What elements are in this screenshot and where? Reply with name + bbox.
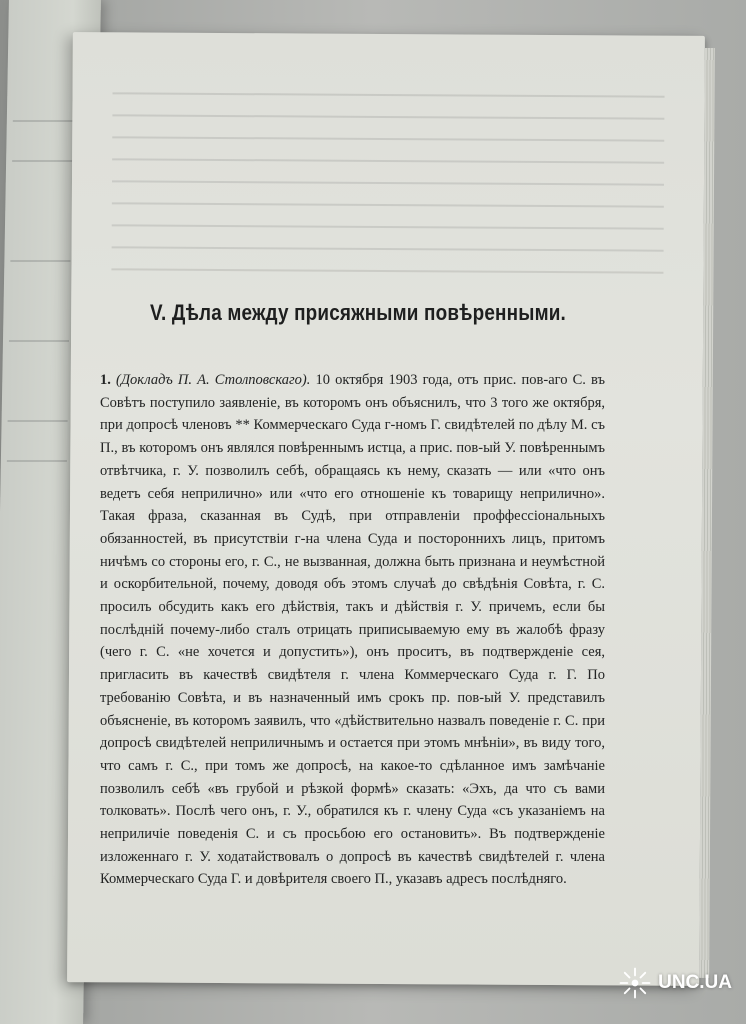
watermark-text: UNC.UA: [658, 972, 732, 993]
watermark: [618, 966, 732, 1000]
show-through-text: [71, 92, 704, 326]
paragraph-body: [100, 369, 605, 891]
paragraph-number: 1.: [100, 372, 111, 388]
page-stack-edge: [699, 48, 715, 978]
report-reference: (Докладъ П. А. Столповскаго).: [116, 372, 311, 388]
section-heading: V. Дѣла между присяжными повѣренными.: [150, 300, 566, 325]
sunburst-logo-icon: [618, 966, 652, 1000]
paragraph-text: 10 октября 1903 года, отъ прис. пов-аго С. въ Совѣтъ поступило заявленіе, въ которомъ онъ объяснилъ, что 3 того же октября, при допросѣ членовъ ** Коммерческаго Суда г-номъ Г. свидѣтелей по дѣлу М. съ П., въ которомъ онъ являлся повѣреннымъ истца, а прис. пов-ый У. повѣреннымъ отвѣтчика, г. У. позволилъ себѣ, обращаясь къ нему, сказать — или «что онъ ведетъ себя неприлично» или «что его отношеніе къ товарищу неприлично». Такая фраза, сказанная въ Судѣ, при отправленіи проффессіональныхъ обязанностей, въ присутствіи г-на члена Суда и постороннихъ лицъ, притомъ ничѣмъ со стороны его, г. С., не вызванная, должна быть признана и неумѣстной и оскорбительной, почему, доводя объ этомъ случаѣ до свѣдѣнія Совѣта, г. С. просилъ обсудить какъ его дѣйствія, такъ и дѣйствія г. У. причемъ, если бы послѣдній почему-либо сталъ отрицать приписываемую ему въ жалобѣ фразу (чего г. С. «не хочется и допустить»), онъ проситъ, въ подтвержденіе сея, пригласить въ качествѣ свидѣтеля г. члена Коммерческаго Суда г. Г. По требованію Совѣта, и въ назначенный имъ срокъ пр. пов-ый У. представилъ объясненіе, въ которомъ заявилъ, что «дѣйствительно назвалъ поведеніе г. С. при допросѣ свидѣтелей неприличнымъ и остается при этомъ мнѣніи», въ виду того, что самъ г. С., при томъ же допросѣ, на какое-то сдѣланное имъ замѣчаніе позволилъ себѣ «въ грубой и рѣзкой формѣ» сказать: «Эхъ, да что съ вами толковать». Послѣ чего онъ, г. У., обратился къ г. члену Суда «съ указаніемъ на неприличіе поведенія С. и съ просьбою его остановить». Въ подтвержденіе изложеннаго г. У. ходатайствовалъ о допросѣ въ качествѣ свидѣтелей г. члена Коммерческаго Суда Г. и довѣрителя своего П., указавъ адресъ послѣдняго.: [100, 372, 605, 888]
